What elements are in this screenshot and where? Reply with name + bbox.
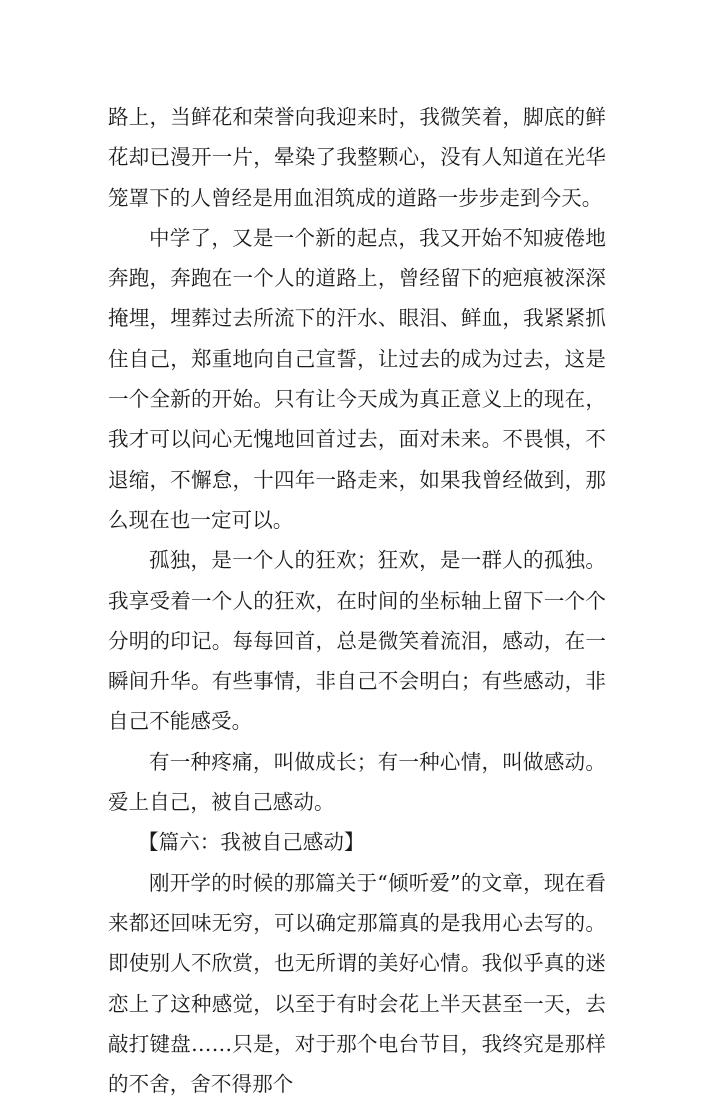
section-heading: 【篇六：我被自己感动】 xyxy=(138,830,365,855)
paragraph-1: 路上，当鲜花和荣誉向我迎来时，我微笑着，脚底的鲜花却已漫开一片，晕染了我整颗心，没有人知道在光华笼罩下的人曾经是用血泪筑成的道路一步步走到今天。 xyxy=(108,105,606,210)
paragraph-2: 中学了，又是一个新的起点，我又开始不知疲倦地奔跑，奔跑在一个人的道路上，曾经留下的疤痕被深深掩埋，埋葬过去所流下的汗水、眼泪、鲜血，我紧紧抓住自己，郑重地向自己宣誓，让过去的成为过去，这是一个全新的开始。只有让今天成为真正意义上的现在，我才可以问心无愧地回首过去，面对未来。不畏惧，不退缩，不懈怠，十四年一路走来，如果我曾经做到，那么现在也一定可以。 xyxy=(108,225,606,532)
paragraph-4: 有一种疼痛，叫做成长；有一种心情，叫做感动。爱上自己，被自己感动。 xyxy=(108,749,606,815)
paragraph-5: 刚开学的时候的那篇关于“倾听爱”的文章，现在看来都还回味无穷，可以确定那篇真的是我用心去写的。即使别人不欣赏，也无所谓的美好心情。我似乎真的迷恋上了这种感觉，以至于有时会花上半天甚至一天，去敲打键盘……只是，对于那个电台节目，我终究是那样的不舍，舍不得那个 xyxy=(108,870,606,1097)
document-body xyxy=(108,97,606,1104)
paragraph-3: 孤独，是一个人的狂欢；狂欢，是一群人的孤独。我享受着一个人的狂欢，在时间的坐标轴上留下一个个分明的印记。每每回首，总是微笑着流泪，感动，在一瞬间升华。有些事情，非自己不会明白；有些感动，非自己不能感受。 xyxy=(108,548,606,734)
